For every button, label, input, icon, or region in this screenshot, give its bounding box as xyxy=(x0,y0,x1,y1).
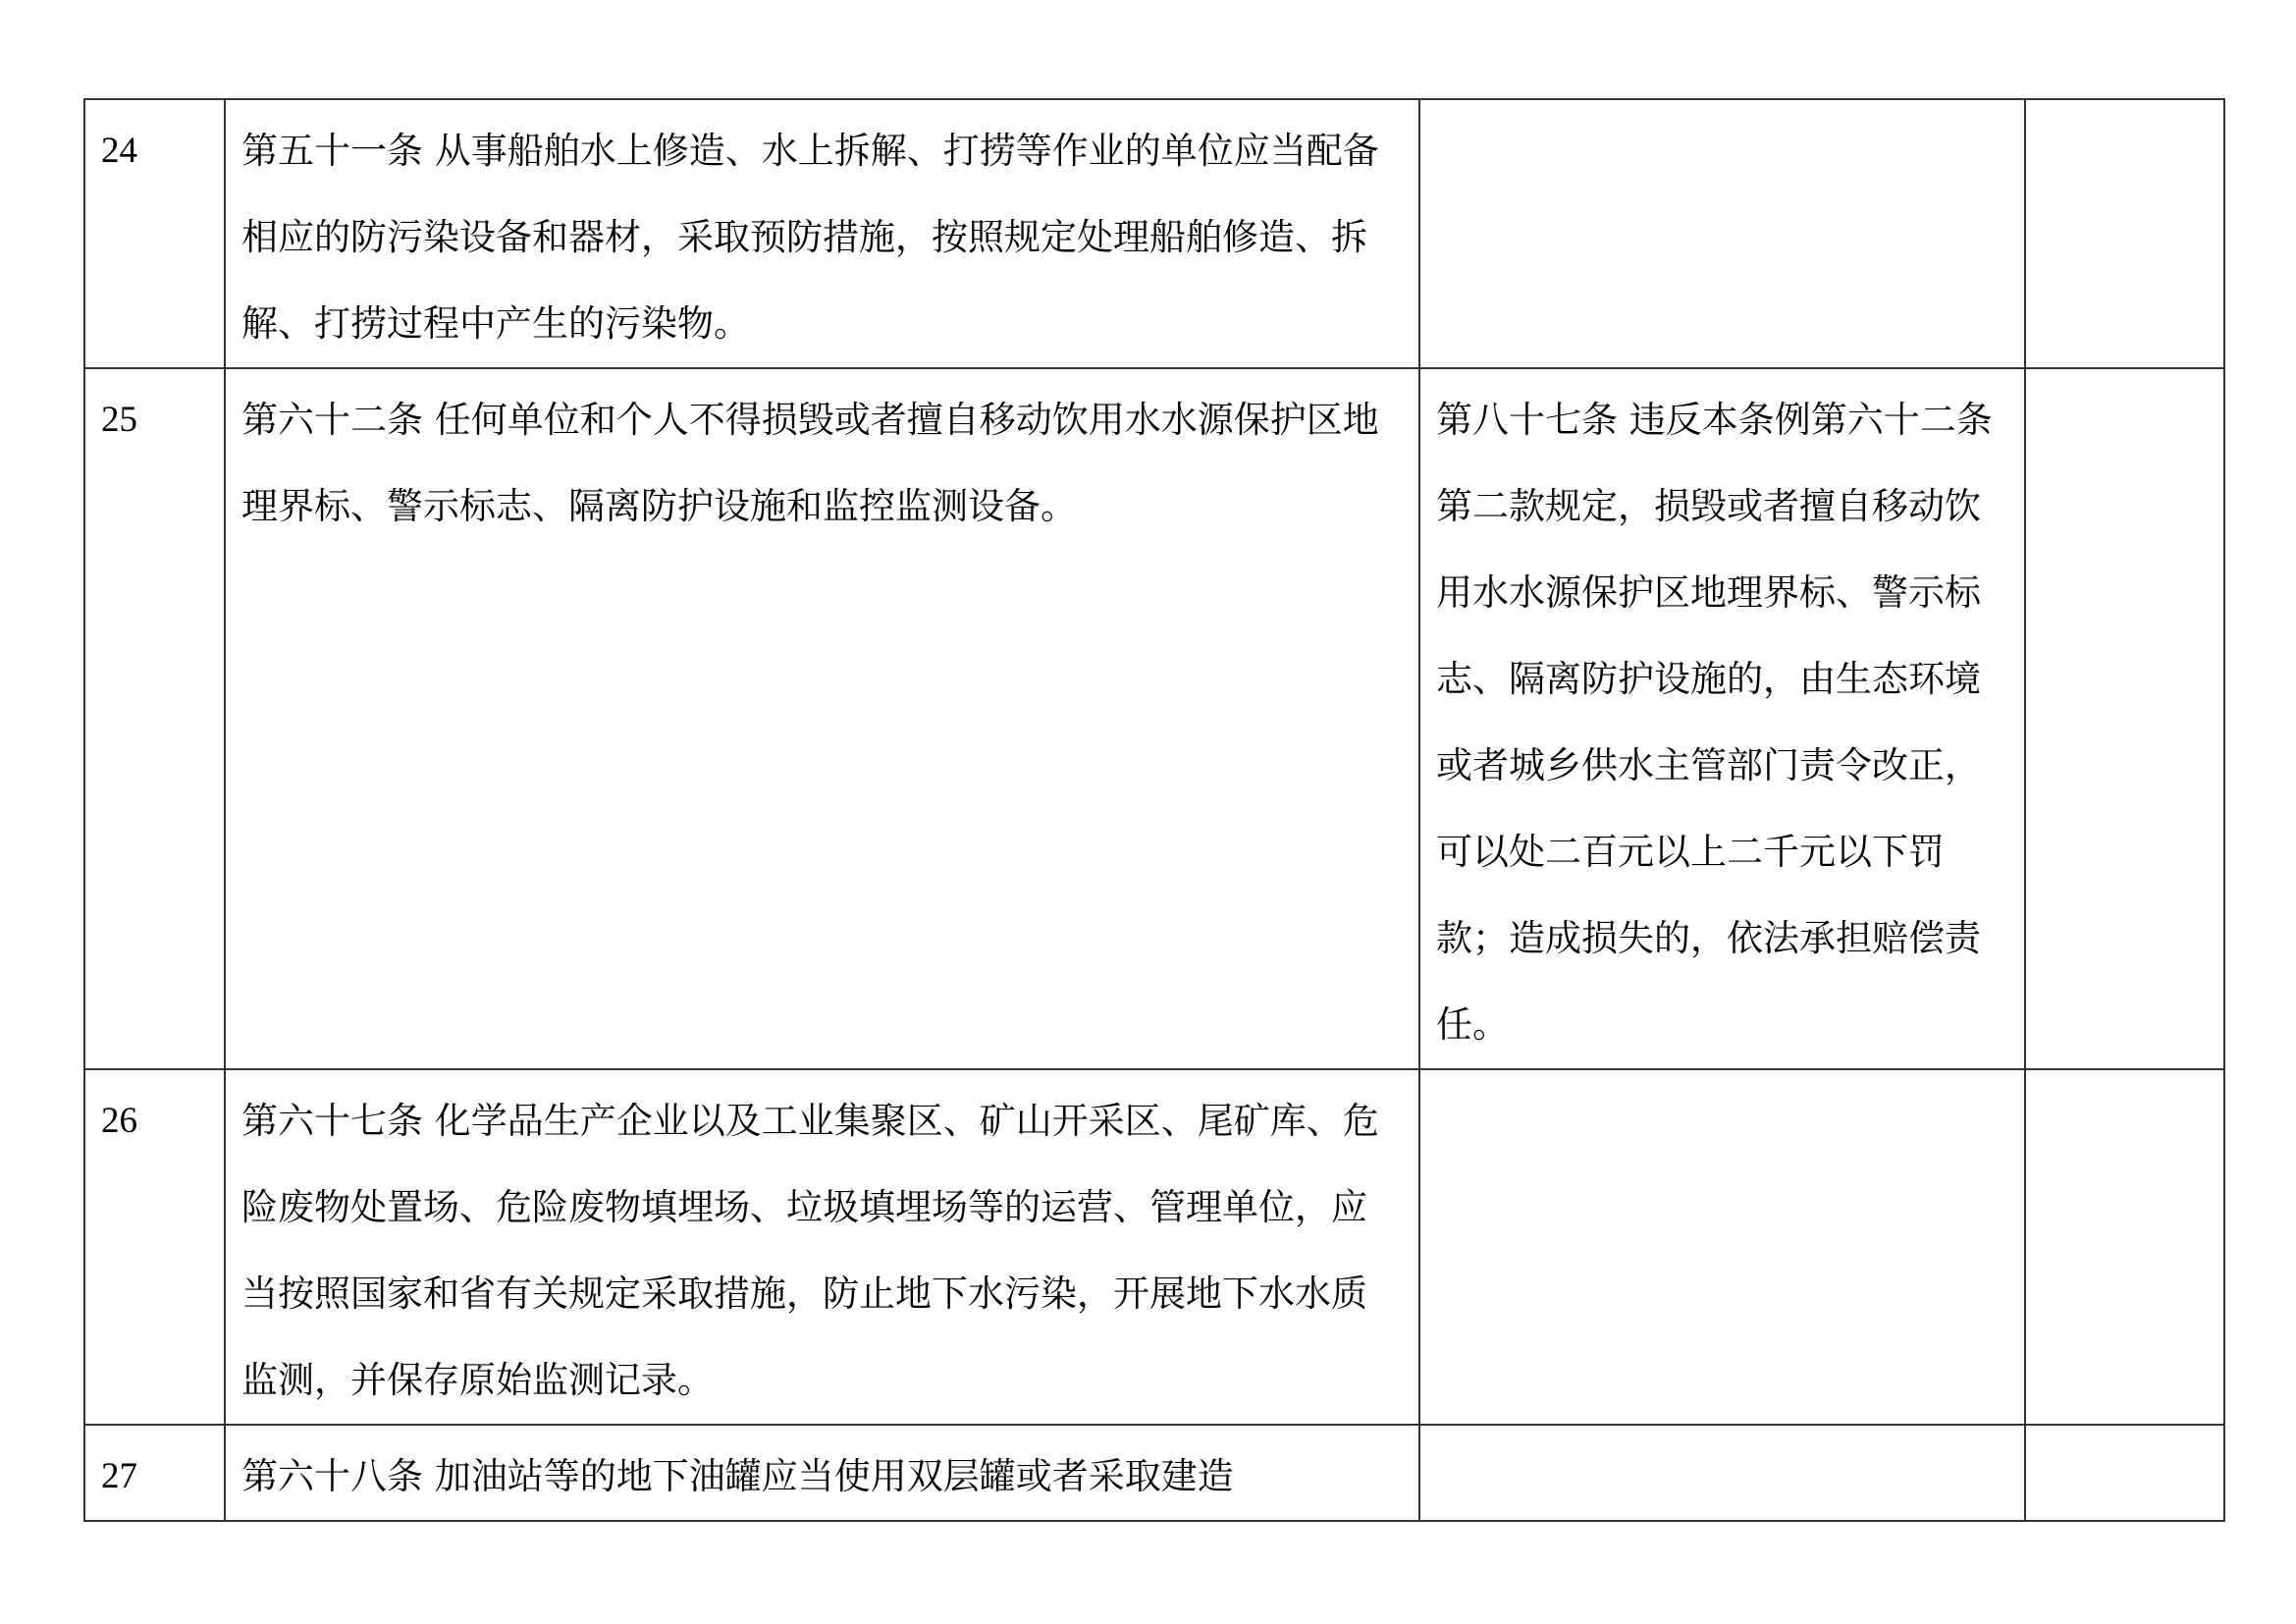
remark-cell xyxy=(2025,1425,2224,1521)
row-number: 25 xyxy=(84,368,225,1069)
penalty-cell xyxy=(1419,99,2025,368)
table-row xyxy=(84,99,2224,368)
penalty-cell: 第八十七条 违反本条例第六十二条第二款规定，损毁或者擅自移动饮用水水源保护区地理界标、警示标志、隔离防护设施的，由生态环境或者城乡供水主管部门责令改正，可以处二百元以上二千元以下罚款；造成损失的，依法承担赔偿责任。 xyxy=(1419,368,2025,1069)
regulation-table xyxy=(83,98,2225,1522)
penalty-cell xyxy=(1419,1069,2025,1425)
table-row xyxy=(84,368,2224,1069)
provision-cell: 第六十八条 加油站等的地下油罐应当使用双层罐或者采取建造 xyxy=(225,1425,1419,1521)
row-number: 24 xyxy=(84,99,225,368)
remark-cell xyxy=(2025,368,2224,1069)
row-number: 27 xyxy=(84,1425,225,1521)
table-row xyxy=(84,1425,2224,1521)
penalty-cell xyxy=(1419,1425,2025,1521)
provision-cell: 第五十一条 从事船舶水上修造、水上拆解、打捞等作业的单位应当配备相应的防污染设备和器材，采取预防措施，按照规定处理船舶修造、拆解、打捞过程中产生的污染物。 xyxy=(225,99,1419,368)
provision-cell: 第六十七条 化学品生产企业以及工业集聚区、矿山开采区、尾矿库、危险废物处置场、危险废物填埋场、垃圾填埋场等的运营、管理单位，应当按照国家和省有关规定采取措施，防止地下水污染，开展地下水水质监测，并保存原始监测记录。 xyxy=(225,1069,1419,1425)
remark-cell xyxy=(2025,99,2224,368)
table-row xyxy=(84,1069,2224,1425)
row-number: 26 xyxy=(84,1069,225,1425)
remark-cell xyxy=(2025,1069,2224,1425)
provision-cell: 第六十二条 任何单位和个人不得损毁或者擅自移动饮用水水源保护区地理界标、警示标志、隔离防护设施和监控监测设备。 xyxy=(225,368,1419,1069)
